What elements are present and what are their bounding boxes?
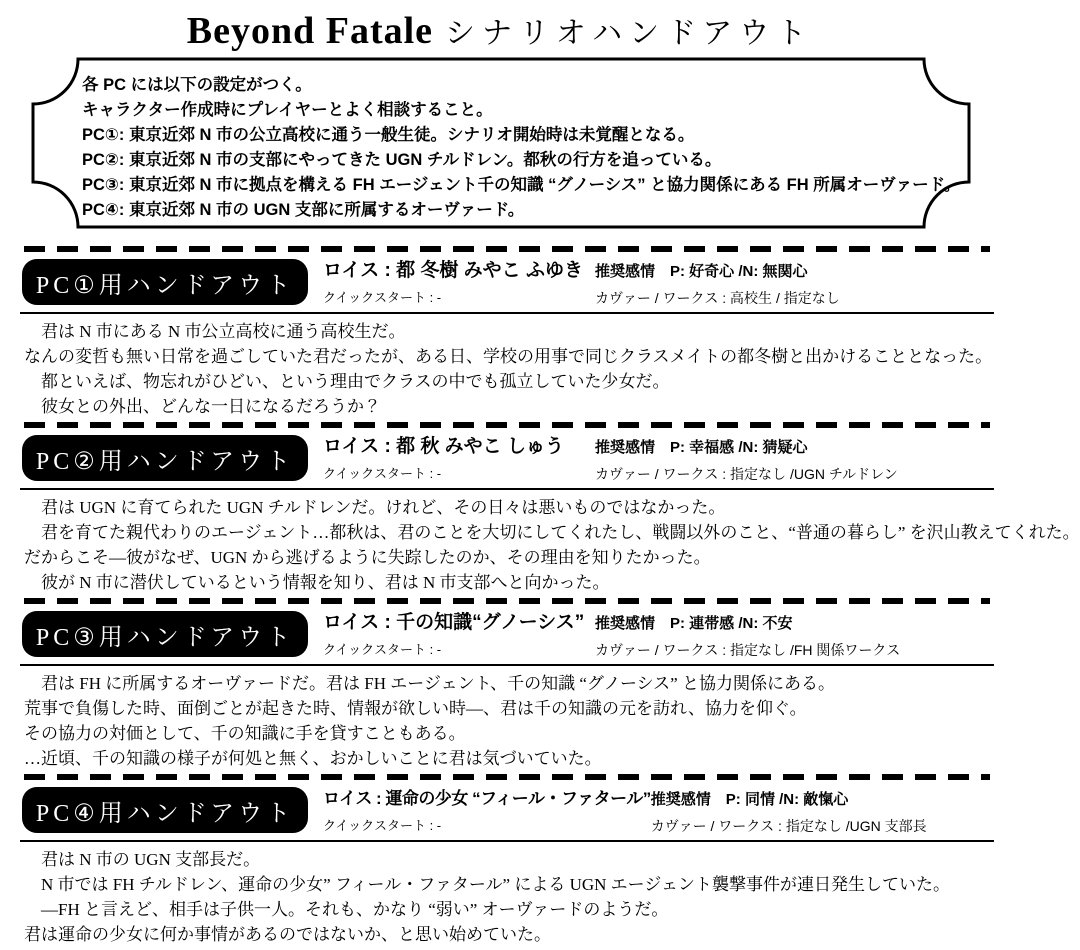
body-line: 彼女との外出、どんな一日になるだろうか？: [24, 397, 381, 416]
intro-line: PC④: 東京近郊 N 市の UGN 支部に所属するオーヴァード。: [82, 201, 525, 219]
body-line: なんの変哲も無い日常を過ごしていた君だったが、ある日、学校の用事で同じクラスメイトの都冬樹と出かけることとなった。: [24, 347, 993, 366]
handout-section-pc1: [0, 246, 1000, 422]
handout-section-pc4: [0, 774, 1000, 950]
body-line: その協力の対価として、千の知識に手を貸すこともある。: [24, 724, 466, 743]
lois-name: ロイス : 都 秋 みやこ しゅう: [323, 436, 564, 457]
intro-line: 各 PC には以下の設定がつく。: [82, 76, 312, 94]
handout-label-pc3: PC③用ハンドアウト: [22, 611, 308, 657]
body-line: 君は FH に所属するオーヴァードだ。君は FH エージェント、千の知識 “グノーシス” と協力関係にある。: [24, 674, 835, 693]
cover-works: カヴァー / ワークス : 指定なし /FH 関係ワークス: [595, 642, 901, 658]
handout-header: [0, 252, 1000, 307]
recommended-emotion: 推奨感情 P: 好奇心 /N: 無関心: [595, 263, 808, 280]
pc-setup-box: [0, 55, 1000, 233]
body-line: 君は N 市にある N 市公立高校に通う高校生だ。: [24, 322, 406, 341]
quickstart-value: クイックスタート : -: [323, 290, 442, 305]
lois-block: [323, 435, 595, 482]
body-line: …近頃、千の知識の様子が何処と無く、おかしいことに君は気づいていた。: [24, 749, 602, 768]
handout-section-pc3: [0, 598, 1000, 774]
body-line: だからこそ―彼がなぜ、UGN から逃げるように失踪したのか、その理由を知りたかった。: [24, 548, 711, 567]
lois-block: [323, 611, 595, 658]
body-line: ―FH と言えど、相手は子供一人。それも、かなり “弱い” オーヴァードのようだ。: [24, 900, 669, 919]
title-english: Beyond Fatale: [186, 10, 434, 52]
body-line: 君を育てた親代わりのエージェント…都秋は、君のことを大切にしてくれたし、戦闘以外のこと、“普通の暮らし” を沢山教えてくれた。: [24, 523, 1080, 542]
body-line: 君は運命の少女に何か事情があるのではないか、と思い始めていた。: [24, 925, 551, 944]
intro-line: PC③: 東京近郊 N 市に拠点を構える FH エージェント千の知識 “グノーシス” と協力関係にある FH 所属オーヴァード。: [82, 176, 961, 194]
emotion-block: [651, 787, 927, 836]
recommended-emotion: 推奨感情 P: 同情 /N: 敵愾心: [650, 791, 849, 808]
handout-body: [0, 314, 1000, 422]
pc-setup-text: [82, 73, 961, 223]
handout-label-pc2: PC②用ハンドアウト: [22, 435, 308, 481]
lois-name: ロイス : 千の知識“グノーシス”: [323, 612, 585, 633]
handout-header: [0, 604, 1000, 659]
intro-line: PC②: 東京近郊 N 市の支部にやってきた UGN チルドレン。都秋の行方を追っている。: [82, 151, 722, 169]
handout-section-pc2: [0, 422, 1080, 598]
lois-name: ロイス : 都 冬樹 みやこ ふゆき: [323, 260, 583, 281]
handout-header: [0, 780, 1000, 835]
handout-header: [0, 428, 1000, 483]
title-japanese: シナリオハンドアウト: [445, 17, 814, 50]
page-title: [0, 0, 1000, 53]
handout-body: [0, 490, 1080, 598]
recommended-emotion: 推奨感情 P: 連帯感 /N: 不安: [595, 615, 793, 632]
body-line: N 市では FH チルドレン、運命の少女” フィール・ファタール” による UGN エージェント襲撃事件が連日発生していた。: [24, 875, 950, 894]
lois-block: [323, 259, 595, 306]
handout-body: [0, 842, 1000, 950]
emotion-block: [595, 435, 898, 484]
intro-line: PC①: 東京近郊 N 市の公立高校に通う一般生徒。シナリオ開始時は未覚醒となる。: [82, 126, 695, 144]
body-line: 彼が N 市に潜伏しているという情報を知り、君は N 市支部へと向かった。: [24, 573, 610, 592]
lois-name: ロイス : 運命の少女 “フィール・ファタール”: [323, 789, 651, 808]
handout-label-pc4: PC④用ハンドアウト: [22, 787, 308, 833]
emotion-block: [595, 259, 840, 308]
cover-works: カヴァー / ワークス : 指定なし /UGN 支部長: [650, 818, 927, 834]
cover-works: カヴァー / ワークス : 指定なし /UGN チルドレン: [595, 466, 898, 482]
recommended-emotion: 推奨感情 P: 幸福感 /N: 猜疑心: [595, 439, 808, 456]
body-line: 荒事で負傷した時、面倒ごとが起きた時、情報が欲しい時―、君は千の知識の元を訪れ、協力を仰ぐ。: [24, 699, 807, 718]
emotion-block: [595, 611, 900, 660]
quickstart-value: クイックスタート : -: [323, 466, 442, 481]
intro-line: キャラクター作成時にプレイヤーとよく相談すること。: [82, 101, 493, 119]
lois-block: [323, 787, 651, 834]
quickstart-value: クイックスタート : -: [323, 642, 442, 657]
body-line: 君は N 市の UGN 支部長だ。: [24, 850, 261, 869]
body-line: 君は UGN に育てられた UGN チルドレンだ。けれど、その日々は悪いものではなかった。: [24, 498, 726, 517]
handout-body: [0, 666, 1000, 774]
handout-label-pc1: PC①用ハンドアウト: [22, 259, 308, 305]
quickstart-value: クイックスタート : -: [323, 818, 442, 833]
body-line: 都といえば、物忘れがひどい、という理由でクラスの中でも孤立していた少女だ。: [24, 372, 670, 391]
cover-works: カヴァー / ワークス : 高校生 / 指定なし: [595, 290, 840, 306]
